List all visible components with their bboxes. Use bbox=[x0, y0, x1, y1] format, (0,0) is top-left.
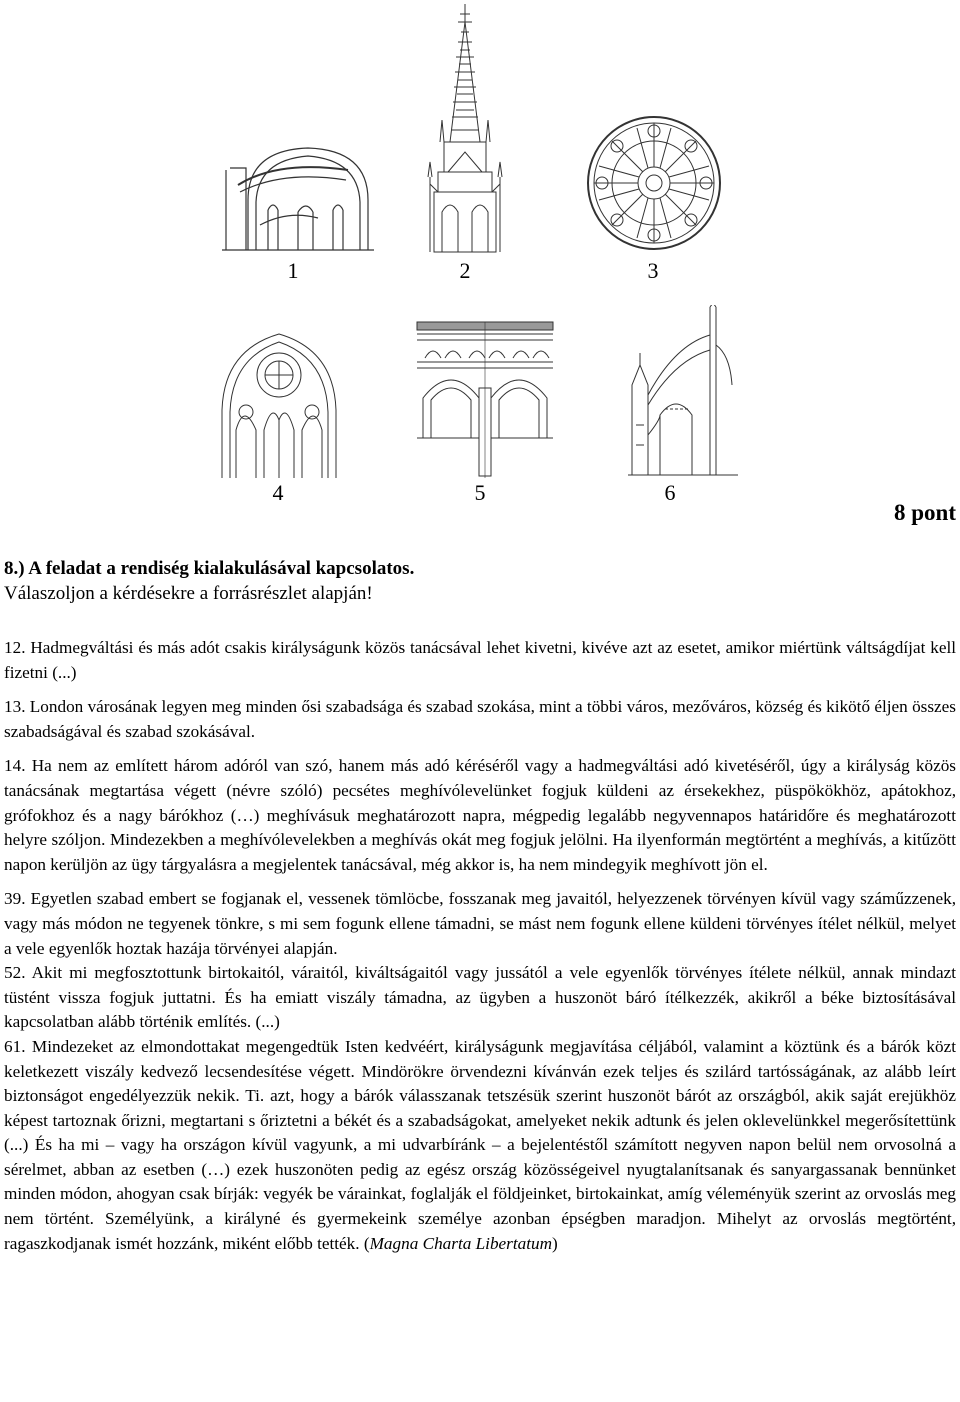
figure-1-number: 1 bbox=[287, 258, 299, 283]
article-13: 13. London városának legyen meg minden ősi szabadsága és szabad szokása, mint a többi város, mezőváros, község és kikötő éljen összes szabadságával és szabad szokásával. bbox=[4, 697, 956, 741]
task-block bbox=[4, 556, 954, 606]
figure-1-romanesque-vault bbox=[218, 140, 378, 255]
citation-open: ( bbox=[363, 1233, 370, 1253]
task-instruction: Válaszoljon a kérdésekre a forrásrészlet alapján! bbox=[4, 583, 373, 604]
figure-6-flying-buttress bbox=[620, 305, 740, 480]
article-52: 52. Akit mi megfosztottunk birtokaitól, váraitól, kiváltságaitól vagy jussától a vele egyenlők törvényes ítélete nélkül, annak mindazt tüstént vissza fogjuk juttatni. És ha emiatt viszály támadna, az ügyben a huszonöt báró ítélkezzék, akikről a béke biztosításával kapcsolatban alább történik említés. (...) bbox=[4, 963, 956, 1032]
article-61 bbox=[4, 1035, 956, 1256]
figure-4-tracery-window bbox=[214, 330, 344, 480]
points-label: 8 pont bbox=[894, 500, 956, 525]
figure-2-number: 2 bbox=[459, 258, 471, 283]
article-39: 39. Egyetlen szabad embert se fogjanak el, vessenek tömlöcbe, fosszanak meg javaitól, helyezzenek törvényen kívül vagy száműzzenek, vagy más módon ne tegyenek tönkre, s mi sem fogunk ellene támadni, se mást nem fogunk ellene küldeni törvényes ítélet nélkül, melyet a vele egyenlők hoztak hazája törvényei alapján. bbox=[4, 889, 956, 958]
figure-3-rose-window bbox=[584, 113, 724, 253]
source-text bbox=[4, 636, 956, 1266]
task-heading: 8.) A feladat a rendiség kialakulásával kapcsolatos. bbox=[4, 558, 415, 579]
citation-title: Magna Charta Libertatum bbox=[369, 1233, 552, 1253]
figure-2-gothic-spire bbox=[420, 2, 510, 257]
figure-5-romanesque-arcade bbox=[415, 318, 555, 478]
figure-4-number: 4 bbox=[272, 480, 284, 505]
figure-6-number: 6 bbox=[664, 480, 676, 505]
article-14: 14. Ha nem az említett három adóról van szó, hanem más adó kéréséről vagy a hadmegváltási adó kivetéséről, úgy a királyság közös tanácsának megtartása végett (névre szóló) pecsétes meghívólevelünket fogjuk küldeni az érsekekhez, püspökökhöz, apátokhoz, grófokhoz és a nagy bárókhoz (…) meghívásuk meghatározott napra, mégpedig legalább negyvennapos határidőre és meghatározott helyre szóljon. Mindezekben a meghívólevelekben a meghívás okát meg fogjuk jelölni. Ha ilyenformán megtörtént a meghívás, a kitűzött napon kerüljön az ügy tárgyalásra a megjelentek tanácsával, még akkor is, ha nem mindegyik meghívott jön el. bbox=[4, 756, 956, 874]
figure-3-number: 3 bbox=[647, 258, 659, 283]
figure-5-number: 5 bbox=[474, 480, 486, 505]
article-61-text: 61. Mindezeket az elmondottakat megengedtük Isten kedvéért, királyságunk megjavítása céljából, valamint a köztünk és a bárók közt keletkezett viszály kedvező lecsendesítése végett. Mindörökre örvendezni kívánván ezek teljes és szilárd tartósságának, az alább leírt biztonságot engedélyezzük nekik. Ti. azt, hogy a bárók válasszanak tetszésük szerint huszonöt bárót az országból, akik saját erejükhöz képest tartoznak őrizni, megtartani s őriztetni a békét és a szabadságokat, amelyeket nekik adtunk és jelen oklevelünkkel megerősítettünk (...) És ha mi – vagy ha országon kívül vagyunk, a mi udvarbíránk – a bejelentéstől számított negyven napon belül nem orvosolná a sérelmet, abban az esetben (…) ezek huszonöten pedig az egész ország közösségeivel nyugtalanítsanak és sanyargassanak bennünket minden módon, ahogyan csak bírják: vegyék be várainkat, foglalják el földjeinket, birtokainkat, amíg véleményük szerint az orvoslás meg nem történt. Személyünk, a királyné és gyermekeink személye azonban épségben maradjon. Mihelyt az orvoslás megtörtént, ragaszkodjanak ismét hozzánk, miként előbb tették. bbox=[4, 1036, 956, 1253]
citation-close: ) bbox=[552, 1233, 558, 1253]
article-12: 12. Hadmegváltási és más adót csakis királyságunk közös tanácsával lehet kivetni, kivéve azt az esetet, amikor miértünk váltságdíjat kell fizetni (...) bbox=[4, 638, 956, 682]
